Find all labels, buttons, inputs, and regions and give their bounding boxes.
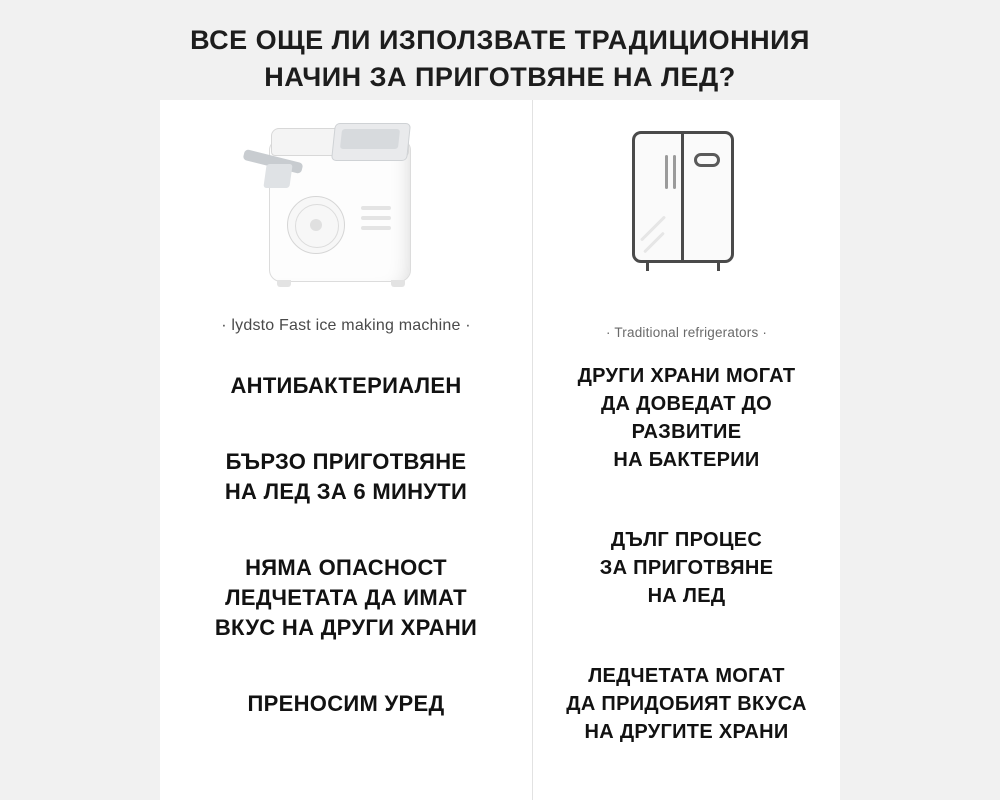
refrigerator-icon: [632, 131, 742, 281]
right-feature-list: [543, 362, 830, 746]
feature-item: НЯМА ОПАСНОСТ ЛЕДЧЕТАТА ДА ИМАТ ВКУС НА ДРУГИ ХРАНИ: [214, 555, 478, 640]
fan-grille-icon: [287, 196, 345, 254]
ice-maker-illustration: [170, 100, 522, 303]
left-feature-list: [170, 371, 522, 719]
feature-item: ЛЕДЧЕТАТА МОГАТ ДА ПРИДОБИЯТ ВКУСА НА ДРУГИТЕ ХРАНИ: [566, 665, 807, 743]
left-caption: · lydsto Fast ice making machine ·: [221, 317, 471, 334]
feature-item: ДЪЛГ ПРОЦЕС ЗА ПРИГОТВЯНЕ НА ЛЕД: [599, 529, 774, 607]
column-refrigerator: [532, 100, 840, 800]
page-title-line-1: ВСЕ ОЩЕ ЛИ ИЗПОЛЗВАТЕ ТРАДИЦИОННИЯ: [190, 25, 810, 55]
feature-item: ДРУГИ ХРАНИ МОГАТ ДА ДОВЕДАТ ДО РАЗВИТИЕ НА БАКТЕРИИ: [577, 365, 796, 471]
right-caption: · Traditional refrigerators ·: [605, 325, 768, 340]
column-ice-maker: [160, 100, 532, 800]
page-title: [0, 22, 1000, 96]
feature-item: БЪРЗО ПРИГОТВЯНЕ НА ЛЕД ЗА 6 МИНУТИ: [224, 449, 468, 504]
feature-item: АНТИБАКТЕРИАЛЕН: [230, 373, 462, 398]
refrigerator-illustration: [543, 100, 830, 303]
ice-maker-icon: [241, 118, 451, 293]
comparison-card: [160, 100, 840, 800]
page-title-line-2: НАЧИН ЗА ПРИГОТВЯНЕ НА ЛЕД?: [264, 62, 736, 92]
feature-item: ПРЕНОСИМ УРЕД: [247, 691, 445, 716]
comparison-columns: [160, 100, 840, 800]
